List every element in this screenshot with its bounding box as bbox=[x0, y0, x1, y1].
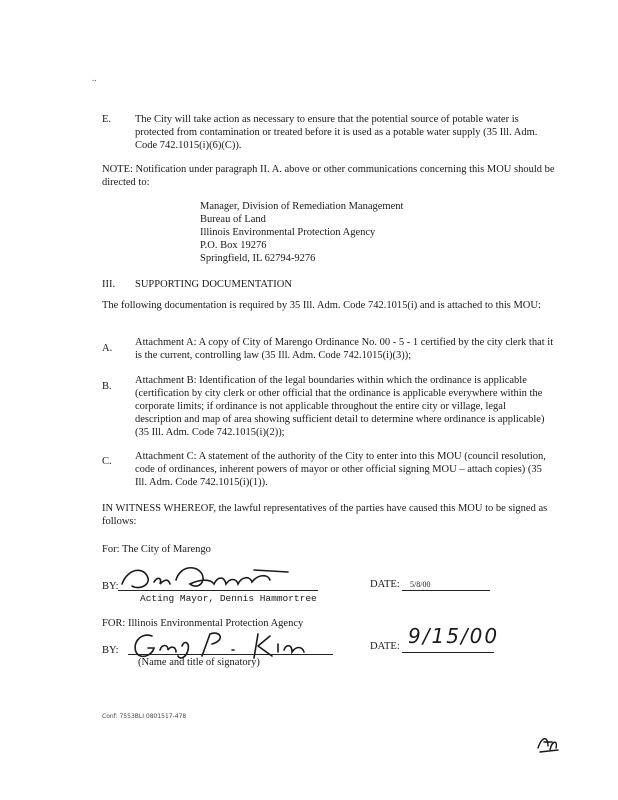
witness-paragraph: IN WITNESS WHEREOF, the lawful representatives of the parties have caused this MOU to be signed as follows: bbox=[102, 503, 548, 527]
note-paragraph: NOTE: Notification under paragraph II. A. above or other communications concerning this MOU should be directed to: bbox=[102, 164, 555, 188]
iepa-date-label: DATE: bbox=[370, 641, 400, 652]
address-block bbox=[200, 200, 500, 265]
iepa-by-label: BY: bbox=[102, 645, 119, 656]
city-signature-line bbox=[118, 590, 318, 591]
attachment-a-text: Attachment A: A copy of City of Marengo Ordinance No. 00 - 5 - 1 certified by the city clerk that it is the current, controlling law (35 Ill. Adm. Code 742.1015(i)(3)); bbox=[135, 337, 554, 361]
section-title: SUPPORTING DOCUMENTATION bbox=[135, 279, 292, 290]
attachment-c-letter: C. bbox=[102, 456, 112, 467]
address-line: Illinois Environmental Protection Agency bbox=[200, 227, 376, 238]
item-e-text: The City will take action as necessary to ensure that the potential source of potable water is protected from contamination or treated before it is used as a potable water supply (35 Ill. Adm. Code 742.1015(i)(6)(C)). bbox=[135, 114, 538, 151]
attachment-a-letter: A. bbox=[102, 343, 113, 354]
address-line: Springfield, IL 62794-9276 bbox=[200, 253, 316, 264]
footer-code: Conf: 7553BLI 0801517-478 bbox=[102, 713, 187, 720]
city-date-line bbox=[402, 590, 490, 591]
scan-mark: .. bbox=[92, 73, 97, 83]
attachment-b-letter: B. bbox=[102, 381, 112, 392]
address-line: Bureau of Land bbox=[200, 214, 266, 225]
attachment-c-text: Attachment C: A statement of the authority of the City to enter into this MOU (council resolution, code of ordinances, inherent powers of mayor or other official signing MOU – attach copies) (35 Ill. Adm. Code 742.1015(i)(1)). bbox=[135, 451, 546, 488]
initials-mark bbox=[536, 730, 560, 754]
city-by-label: BY: bbox=[102, 581, 119, 592]
address-line: P.O. Box 19276 bbox=[200, 240, 267, 251]
intro-paragraph: The following documentation is required by 35 Ill. Adm. Code 742.1015(i) and is attached to this MOU: bbox=[102, 300, 541, 311]
address-line: Manager, Division of Remediation Management bbox=[200, 201, 404, 212]
for-iepa-label: FOR: Illinois Environmental Protection Agency bbox=[102, 618, 304, 629]
item-e-letter: E. bbox=[102, 114, 112, 125]
iepa-date-line bbox=[402, 652, 494, 653]
attachment-b-text: Attachment B: Identification of the legal boundaries within which the ordinance is applicable (certification by city clerk or other official that the ordinance is applicable everywhere within the corporate limits; if ordinance is not applicable throughout the entire city or village, legal description and map of area showing sufficient detail to determine where ordinance is applicable) (35 Ill. Adm. Code 742.1015(i)(2)); bbox=[135, 375, 545, 438]
city-signer-name: Acting Mayor, Dennis Hammortree bbox=[140, 593, 317, 604]
iepa-signature-line bbox=[128, 654, 333, 655]
iepa-signer-caption: (Name and title of signatory) bbox=[138, 657, 260, 668]
city-date-value: 5/8/00 bbox=[410, 580, 431, 589]
for-city-label: For: The City of Marengo bbox=[102, 544, 211, 555]
section-number: III. bbox=[102, 279, 116, 290]
iepa-date-value: 9/15/00 bbox=[408, 624, 500, 648]
city-date-label: DATE: bbox=[370, 579, 400, 590]
